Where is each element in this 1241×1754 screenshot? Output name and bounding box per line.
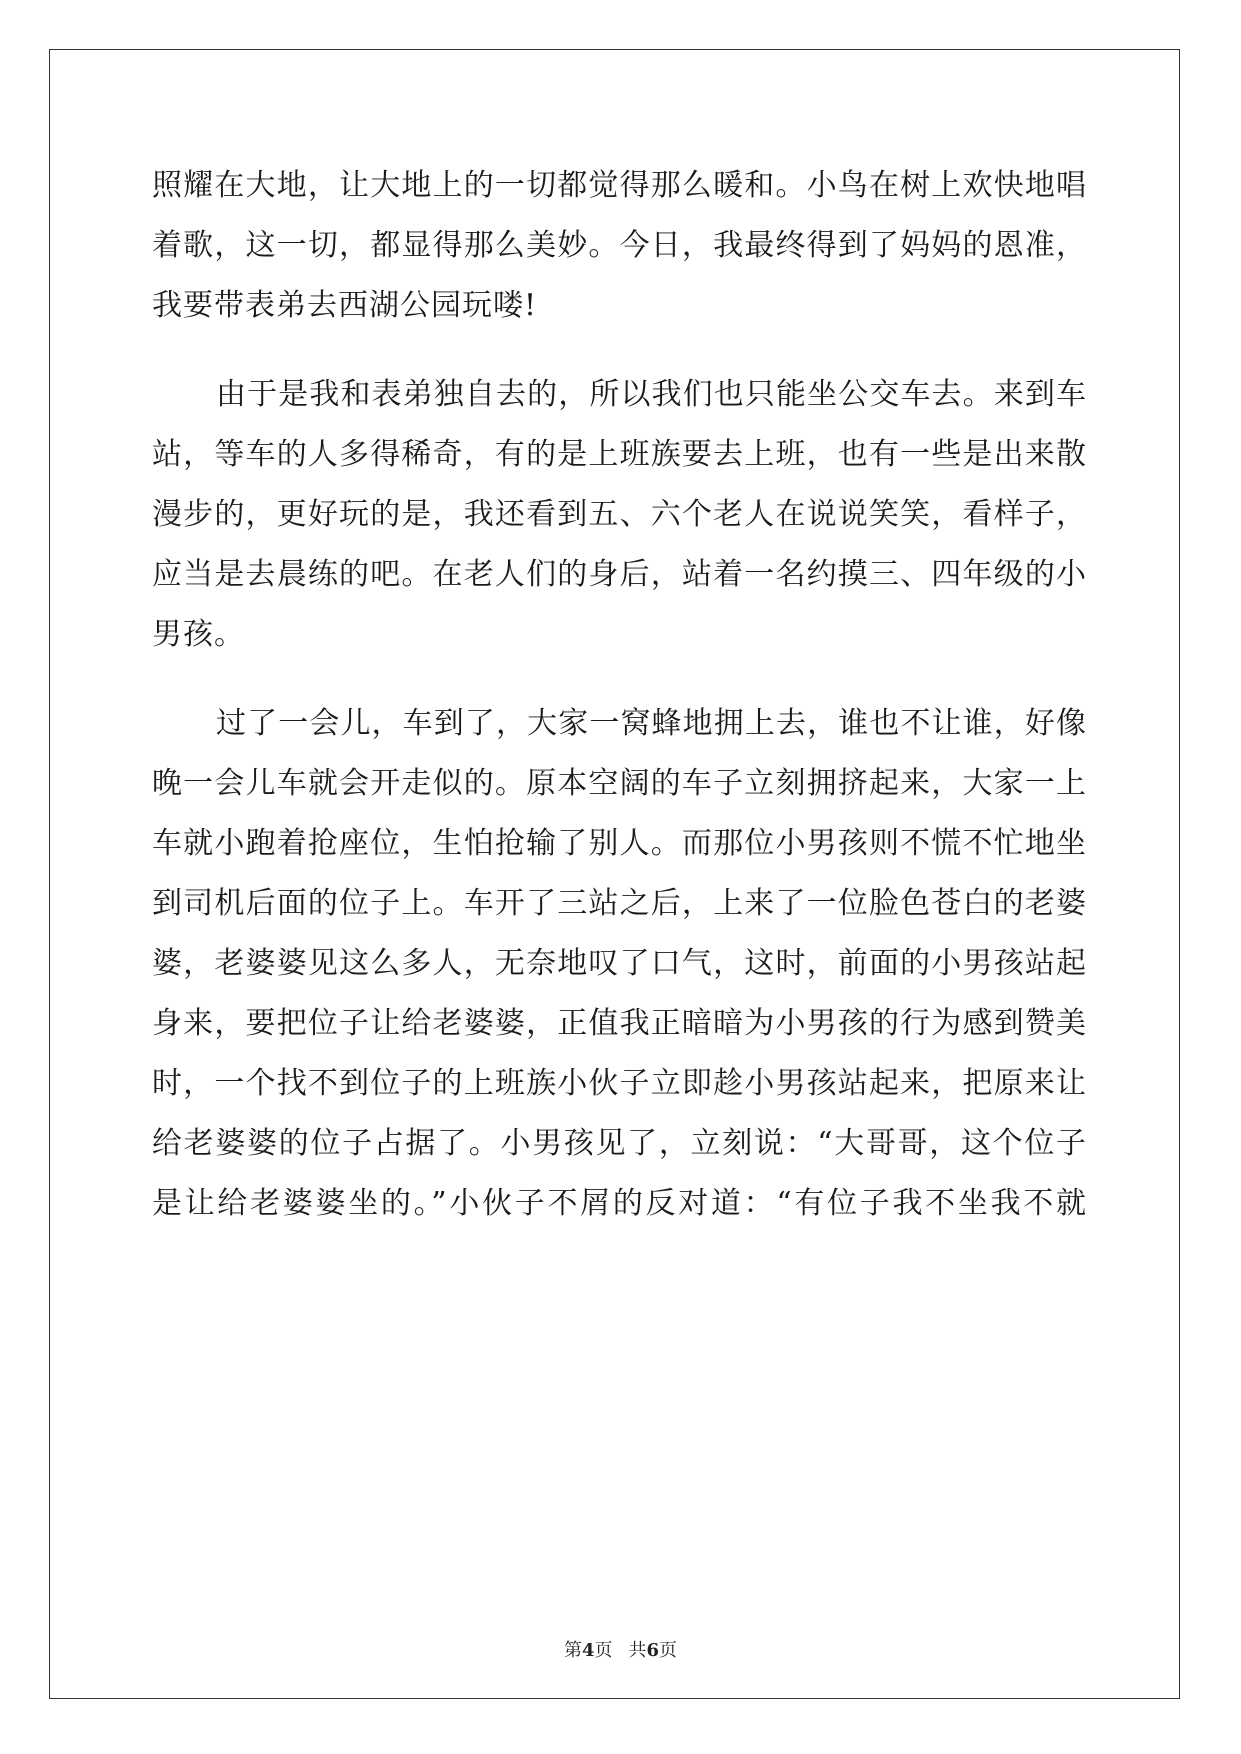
text-line: 由于是我和表弟独自去的，所以我们也只能坐公交车去。来到车 <box>216 377 1087 412</box>
text-line: 应当是去晨练的吧。在老人们的身后，站着一名约摸三、四年级的小 <box>152 557 1087 592</box>
text-line: 车就小跑着抢座位，生怕抢输了别人。而那位小男孩则不慌不忙地坐 <box>152 826 1087 861</box>
text-line: 给老婆婆的位子占据了。小男孩见了，立刻说：“大哥哥，这个位子 <box>152 1126 1087 1161</box>
text-line: 着歌，这一切，都显得那么美妙。今日，我最终得到了妈妈的恩准， <box>152 228 1087 263</box>
total-prefix: 共 <box>628 1640 647 1661</box>
page-footer <box>0 1636 1241 1662</box>
text-line: 站，等车的人多得稀奇，有的是上班族要去上班，也有一些是出来散 <box>152 437 1087 472</box>
text-line: 身来，要把位子让给老婆婆，正值我正暗暗为小男孩的行为感到赞美 <box>152 1006 1087 1041</box>
current-page-number: 4 <box>581 1640 595 1661</box>
body-text <box>152 156 1087 1234</box>
page-prefix: 第 <box>563 1640 582 1661</box>
text-line: 过了一会儿，车到了，大家一窝蜂地拥上去，谁也不让谁，好像 <box>216 706 1087 741</box>
text-line: 男孩。 <box>152 617 245 652</box>
page-suffix: 页 <box>594 1640 613 1661</box>
text-line: 时，一个找不到位子的上班族小伙子立即趁小男孩站起来，把原来让 <box>152 1066 1087 1101</box>
text-line: 我要带表弟去西湖公园玩喽! <box>152 288 538 323</box>
text-line: 是让给老婆婆坐的。”小伙子不屑的反对道：“有位子我不坐我不就 <box>152 1186 1087 1221</box>
paragraph-gap <box>152 665 1087 694</box>
paragraph-gap <box>152 336 1087 365</box>
text-line: 照耀在大地，让大地上的一切都觉得那么暖和。小鸟在树上欢快地唱 <box>152 168 1087 203</box>
text-line: 到司机后面的位子上。车开了三站之后，上来了一位脸色苍白的老婆 <box>152 886 1087 921</box>
total-page-number: 6 <box>646 1640 660 1661</box>
total-suffix: 页 <box>659 1640 678 1661</box>
text-line: 婆，老婆婆见这么多人，无奈地叹了口气，这时，前面的小男孩站起 <box>152 946 1087 981</box>
text-line: 晚一会儿车就会开走似的。原本空阔的车子立刻拥挤起来，大家一上 <box>152 766 1087 801</box>
text-line: 漫步的，更好玩的是，我还看到五、六个老人在说说笑笑，看样子， <box>152 497 1087 532</box>
